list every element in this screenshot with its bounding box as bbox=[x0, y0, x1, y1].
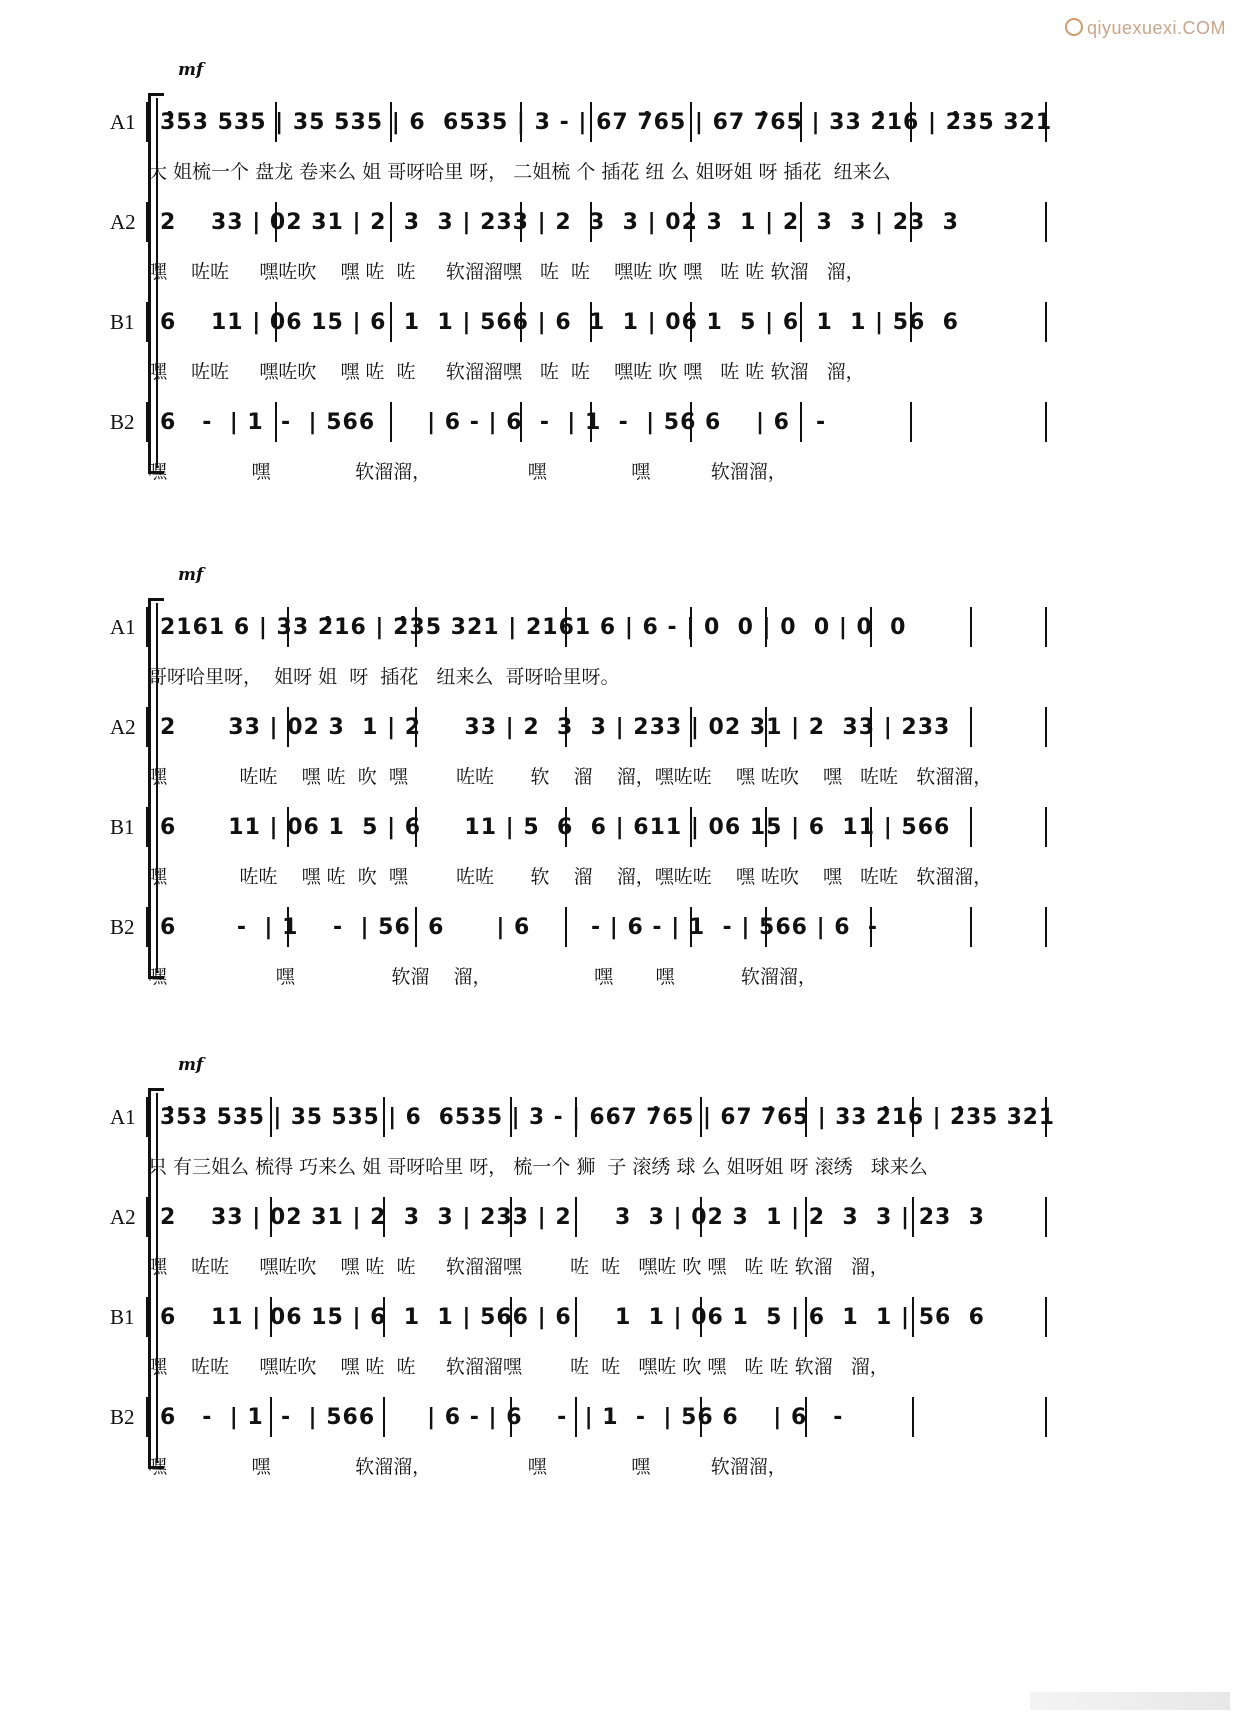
part-label-a1: A1 bbox=[110, 110, 136, 134]
system-2 bbox=[0, 565, 1260, 1065]
barline bbox=[1045, 607, 1047, 647]
system-bracket bbox=[148, 1090, 151, 1468]
barline bbox=[146, 907, 148, 947]
bracket-top bbox=[148, 1088, 164, 1091]
site-watermark: qiyuexuexi.COM bbox=[1065, 18, 1226, 39]
dynamic-marking: mf bbox=[178, 565, 204, 585]
notes-a1: 3̂53 535 | 35 535 | 6 6535 | 3 - | 67 7̂65 | 67 7̂65 | 33 2̂16 | 2̂35 321 bbox=[160, 110, 1053, 135]
barline bbox=[1045, 1297, 1047, 1337]
barline bbox=[970, 707, 972, 747]
barline bbox=[146, 1097, 148, 1137]
barline bbox=[146, 302, 148, 342]
part-label-b2: B2 bbox=[110, 1405, 135, 1429]
barline bbox=[910, 402, 912, 442]
notes-a1: 3̂53 535 | 35 535 | 6 6535 | 3 - | 667 7̂65 | 67 7̂65 | 33 2̂16 | 2̂35 321 bbox=[160, 1105, 1055, 1130]
system-1 bbox=[0, 60, 1260, 560]
dynamic-marking: mf bbox=[178, 1055, 204, 1075]
lyrics-a1: 哥呀哈里呀， 姐呀 姐 呀 插花 纽来么 哥呀哈里呀。 bbox=[148, 666, 620, 688]
barline bbox=[912, 1397, 914, 1437]
part-label-a2: A2 bbox=[110, 715, 136, 739]
lyrics-a2: 嘿 咗咗 嘿咗吹 嘿 咗 咗 软溜溜嘿 咗 咗 嘿咗 吹 嘿 咗 咗 软溜 溜， bbox=[148, 1256, 889, 1278]
lyrics-a2: 嘿 咗咗 嘿 咗 吹 嘿 咗咗 软 溜 溜，嘿咗咗 嘿 咗吹 嘿 咗咗 软溜溜， bbox=[148, 766, 993, 788]
notes-a2: 2 33 | 02 31 | 2 3 3 | 233 | 2 3 3 | 02 3 1 | 2 3 3 | 23 3 bbox=[160, 210, 959, 235]
bracket-top bbox=[148, 598, 164, 601]
part-label-a2: A2 bbox=[110, 210, 136, 234]
system-3 bbox=[0, 1055, 1260, 1555]
notes-a1: 2161 6 | 33 2̂16 | 2̂35 321 | 2161 6 | 6 - | 0 0 | 0 0 | 0 0 bbox=[160, 615, 907, 640]
bracket-top bbox=[148, 93, 164, 96]
barline bbox=[1045, 1197, 1047, 1237]
barline bbox=[146, 1297, 148, 1337]
notes-b1: 6 11 | 06 15 | 6 1 1 | 566 | 6 1 1 | 06 1 5 | 6 1 1 | 56 6 bbox=[160, 310, 959, 335]
notes-b2: 6 - | 1 - | 56 6 | 6 - | 6 - | 1 - | 566 | 6 - bbox=[160, 915, 879, 940]
barline bbox=[146, 807, 148, 847]
logo-icon bbox=[1065, 18, 1083, 36]
notes-a2: 2 33 | 02 3 1 | 2 33 | 2 3 3 | 233 | 02 31 | 2 33 | 233 bbox=[160, 715, 951, 740]
barline bbox=[1045, 807, 1047, 847]
barline bbox=[1045, 402, 1047, 442]
barline bbox=[146, 102, 148, 142]
lyrics-a1: 只 有三姐么 梳得 巧来么 姐 哥呀哈里 呀， 梳一个 狮 子 滚绣 球 么 姐呀姐 呀 滚绣 球来么 bbox=[148, 1156, 928, 1178]
barline bbox=[970, 607, 972, 647]
part-label-b1: B1 bbox=[110, 1305, 135, 1329]
barline bbox=[970, 807, 972, 847]
lyrics-b2: 嘿 嘿 软溜溜， 嘿 嘿 软溜溜， bbox=[148, 1456, 787, 1478]
part-label-a1: A1 bbox=[110, 615, 136, 639]
notes-b1: 6 11 | 06 15 | 6 1 1 | 566 | 6 1 1 | 06 1 5 | 6 1 1 | 56 6 bbox=[160, 1305, 985, 1330]
footer-shade bbox=[1030, 1692, 1230, 1710]
barline bbox=[970, 907, 972, 947]
part-label-b2: B2 bbox=[110, 410, 135, 434]
lyrics-a2: 嘿 咗咗 嘿咗吹 嘿 咗 咗 软溜溜嘿 咗 咗 嘿咗 吹 嘿 咗 咗 软溜 溜， bbox=[148, 261, 865, 283]
lyrics-b2: 嘿 嘿 软溜 溜， 嘿 嘿 软溜溜， bbox=[148, 966, 817, 988]
dynamic-marking: mf bbox=[178, 60, 204, 80]
notes-a2: 2 33 | 02 31 | 2 3 3 | 233 | 2 3 3 | 02 3 1 | 2 3 3 | 23 3 bbox=[160, 1205, 985, 1230]
barline bbox=[146, 707, 148, 747]
barline bbox=[146, 607, 148, 647]
barline bbox=[146, 1197, 148, 1237]
system-bracket bbox=[148, 600, 151, 978]
lyrics-a1: 大 姐梳一个 盘龙 卷来么 姐 哥呀哈里 呀， 二姐梳 个 插花 纽 么 姐呀姐 呀 插花 纽来么 bbox=[148, 161, 891, 183]
barline bbox=[146, 1397, 148, 1437]
barline bbox=[146, 202, 148, 242]
barline bbox=[1045, 707, 1047, 747]
part-label-a1: A1 bbox=[110, 1105, 136, 1129]
barline bbox=[146, 402, 148, 442]
lyrics-b1: 嘿 咗咗 嘿咗吹 嘿 咗 咗 软溜溜嘿 咗 咗 嘿咗 吹 嘿 咗 咗 软溜 溜， bbox=[148, 361, 865, 383]
system-bracket bbox=[148, 95, 151, 473]
notes-b1: 6 11 | 06 1 5 | 6 11 | 5 6 6 | 611 | 06 15 | 6 11 | 566 bbox=[160, 815, 951, 840]
lyrics-b1: 嘿 咗咗 嘿咗吹 嘿 咗 咗 软溜溜嘿 咗 咗 嘿咗 吹 嘿 咗 咗 软溜 溜， bbox=[148, 1356, 889, 1378]
barline bbox=[1045, 1397, 1047, 1437]
notes-b2: 6 - | 1 - | 566 | 6 - | 6 - | 1 - | 56 6 | 6 - bbox=[160, 1405, 844, 1430]
lyrics-b1: 嘿 咗咗 嘿 咗 吹 嘿 咗咗 软 溜 溜，嘿咗咗 嘿 咗吹 嘿 咗咗 软溜溜， bbox=[148, 866, 993, 888]
barline bbox=[1045, 907, 1047, 947]
lyrics-b2: 嘿 嘿 软溜溜， 嘿 嘿 软溜溜， bbox=[148, 461, 787, 483]
part-label-b1: B1 bbox=[110, 310, 135, 334]
notes-b2: 6 - | 1 - | 566 | 6 - | 6 - | 1 - | 56 6 | 6 - bbox=[160, 410, 827, 435]
part-label-b1: B1 bbox=[110, 815, 135, 839]
part-label-a2: A2 bbox=[110, 1205, 136, 1229]
part-label-b2: B2 bbox=[110, 915, 135, 939]
barline bbox=[1045, 202, 1047, 242]
barline bbox=[1045, 302, 1047, 342]
